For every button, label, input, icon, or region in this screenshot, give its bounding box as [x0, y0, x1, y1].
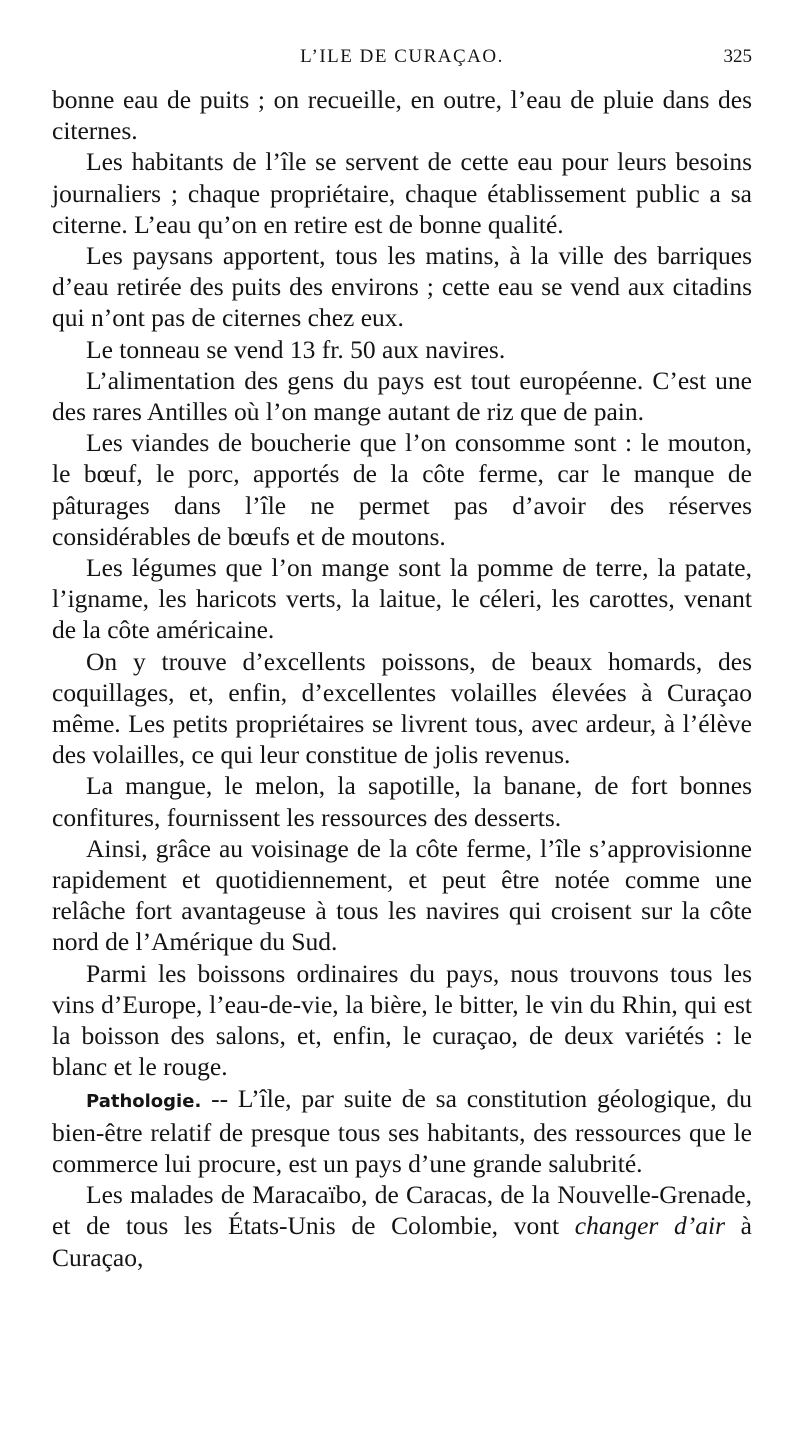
paragraph-tonneau: Le tonneau se vend 13 fr. 50 aux navires.: [86, 334, 506, 364]
paragraph-malades: [52, 1179, 752, 1273]
paragraph-viandes: Les viandes de boucherie que l’on consomme sont : le mouton, le bœuf, le porc, apportés de la côte ferme, car le manque de pâturages dans l’île ne permet pas d’avoir des réserves considérables de bœufs et de moutons.: [52, 428, 752, 551]
paragraph-alimentation: L’alimentation des gens du pays est tout européenne. C’est une des rares Antilles où l’on mange autant de riz que de pain.: [52, 365, 752, 427]
paragraph-pathologie: [52, 1083, 752, 1180]
paragraph-continuation: bonne eau de puits ; on recueille, en outre, l’eau de pluie dans des citernes.: [52, 85, 752, 146]
running-title: L’ILE DE CURAÇAO.: [300, 46, 504, 67]
malades-text-after: à Curaçao,: [52, 1211, 752, 1272]
page-header: [52, 46, 752, 74]
paragraph-approvisionnement: Ainsi, grâce au voisinage de la côte ferme, l’île s’approvisionne rapidement et quotidiennement, et peut être notée comme une relâche fort avantageuse à tous les navires qui croisent sur la côte nord de l’Amérique du Sud.: [52, 833, 752, 957]
paragraph-citernes: Les habitants de l’île se servent de cette eau pour leurs besoins journaliers ; chaque propriétaire, chaque établissement public a sa citerne. L’eau qu’on en retire est de bonne qualité.: [52, 147, 752, 239]
pathologie-text: -- L’île, par suite de sa constitution géologique, du bien-être relatif de presque tous ses habitants, des ressources que le commerce lui procure, est un pays d’une grande salubrité.: [52, 1083, 752, 1178]
paragraph-boissons: Parmi les boissons ordinaires du pays, nous trouvons tous les vins d’Europe, l’eau-de-vie, la bière, le bitter, le vin du Rhin, qui est la boisson des salons, et, enfin, le curaçao, de deux variétés : le blanc et le rouge.: [52, 958, 752, 1082]
body-text: [52, 84, 752, 1273]
page-number: 325: [723, 46, 752, 67]
paragraph-legumes: Les légumes que l’on mange sont la pomme de terre, la patate, l’igname, les haricots verts, la laitue, le céleri, les carottes, venant de la côte américaine.: [52, 553, 752, 645]
paragraph-desserts: La mangue, le melon, la sapotille, la banane, de fort bonnes confitures, fournissent les ressources des desserts.: [52, 771, 752, 832]
pathologie-heading: Pathologie.: [86, 1090, 202, 1112]
changer-d-air-italic: changer d’air: [574, 1211, 725, 1241]
malades-text-before: Les malades de Maracaïbo, de Caracas, de la Nouvelle-Grenade, et de tous les États-Unis de Colombie, vont: [52, 1180, 752, 1241]
paragraph-poissons: On y trouve d’excellents poissons, de beaux homards, des coquillages, et, enfin, d’excellentes volailles élevées à Curaçao même. Les petits propriétaires se livrent tous, avec ardeur, à l’élève des volailles, ce qui leur constitue de jolis revenus.: [52, 646, 752, 770]
paragraph-paysans: Les paysans apportent, tous les matins, à la ville des barriques d’eau retirée des puits des environs ; cette eau se vend aux citadins qui n’ont pas de citernes chez eux.: [52, 241, 752, 333]
